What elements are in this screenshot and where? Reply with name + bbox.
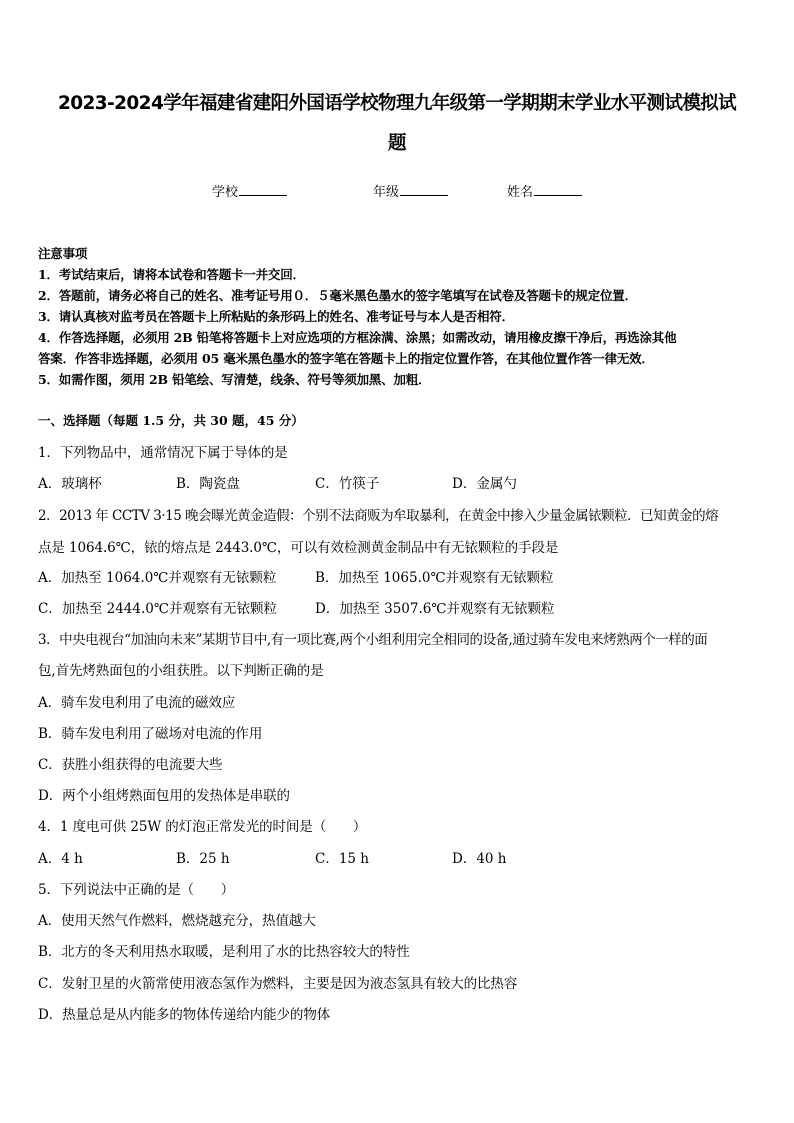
question-5-stem: 5．下列说法中正确的是（ ） <box>38 882 235 898</box>
question-1-option-c: C．竹筷子 <box>315 476 380 492</box>
name-field <box>507 181 582 200</box>
section-heading: 一、选择题（每题 1.5 分，共 30 题，45 分） <box>38 413 304 428</box>
question-4-option-a: A．4 h <box>38 851 83 867</box>
question-1-option-d: D．金属勺 <box>452 476 517 492</box>
school-label: 学校 <box>212 185 239 200</box>
notice-item: 2．答题前，请务必将自己的姓名、准考证号用０．５毫米黑色墨水的签字笔填写在试卷及答题卡的规定位置． <box>38 288 637 303</box>
question-2-option-a: A．加热至 1064.0℃并观察有无铱颗粒 <box>38 570 277 586</box>
question-5-option-d: D．热量总是从内能多的物体传递给内能少的物体 <box>38 1007 331 1023</box>
grade-label: 年级 <box>373 185 400 200</box>
question-1-option-b: B．陶瓷盘 <box>176 476 240 492</box>
notice-item: 答案．作答非选择题，必须用 05 毫米黑色墨水的签字笔在答题卡上的指定位置作答，在其他位置作答一律无效． <box>38 351 654 366</box>
question-4-option-d: D．40 h <box>452 851 507 867</box>
question-2-option-c: C．加热至 2444.0℃并观察有无铱颗粒 <box>38 601 277 617</box>
school-blank[interactable] <box>239 182 287 196</box>
notice-item: 4．作答选择题，必须用 2B 铅笔将答题卡上对应选项的方框涂满、涂黑；如需改动，请用橡皮擦干净后，再选涂其他 <box>38 330 677 345</box>
question-4-option-b: B．25 h <box>176 851 230 867</box>
question-2-stem: 点是 1064.6℃，铱的熔点是 2443.0℃，可以有效检测黄金制品中有无铱颗粒的手段是 <box>38 540 559 556</box>
question-5-option-b: B．北方的冬天利用热水取暖，是利用了水的比热容较大的特性 <box>38 944 410 960</box>
grade-field <box>373 181 448 200</box>
exam-title-line1: 2023-2024学年福建省建阳外国语学校物理九年级第一学期期末学业水平测试模拟试 <box>57 93 737 114</box>
notice-heading: 注意事项 <box>38 246 88 261</box>
question-3-option-c: C．获胜小组获得的电流要大些 <box>38 757 223 773</box>
question-3-option-d: D．两个小组烤熟面包用的发热体是串联的 <box>38 788 290 804</box>
school-field <box>212 181 287 200</box>
question-5-option-a: A．使用天然气作燃料，燃烧越充分，热值越大 <box>38 913 316 929</box>
notice-item: 1．考试结束后，请将本试卷和答题卡一并交回． <box>38 267 305 282</box>
notice-item: 3．请认真核对监考员在答题卡上所粘贴的条形码上的姓名、准考证号与本人是否相符． <box>38 309 514 324</box>
question-2-option-b: B．加热至 1065.0℃并观察有无铱颗粒 <box>315 570 554 586</box>
grade-blank[interactable] <box>400 182 448 196</box>
notice-item: 5．如需作图，须用 2B 铅笔绘、写清楚，线条、符号等须加黑、加粗． <box>38 372 431 387</box>
name-blank[interactable] <box>534 182 582 196</box>
question-4-stem: 4．1 度电可供 25W 的灯泡正常发光的时间是（ ） <box>38 819 367 835</box>
question-3-stem: 包,首先烤熟面包的小组获胜。以下判断正确的是 <box>38 663 324 679</box>
name-label: 姓名 <box>507 185 534 200</box>
question-3-stem: 3．中央电视台“加油向未来”某期节目中,有一项比赛,两个小组利用完全相同的设备,通过骑车发电来烤熟两个一样的面 <box>38 632 708 648</box>
question-2-stem: 2．2013 年 CCTV 3·15 晚会曝光黄金造假：个别不法商贩为牟取暴利，在黄金中掺入少量金属铱颗粒．已知黄金的熔 <box>38 508 719 524</box>
question-5-option-c: C．发射卫星的火箭常使用液态氢作为燃料，主要是因为液态氢具有较大的比热容 <box>38 976 518 992</box>
question-2-option-d: D．加热至 3507.6℃并观察有无铱颗粒 <box>315 601 555 617</box>
question-3-option-a: A．骑车发电利用了电流的磁效应 <box>38 695 236 711</box>
question-1-option-a: A．玻璃杯 <box>38 476 102 492</box>
question-4-option-c: C．15 h <box>315 851 369 867</box>
exam-title-line2: 题 <box>388 133 406 154</box>
question-1-stem: 1．下列物品中，通常情况下属于导体的是 <box>38 445 288 461</box>
question-3-option-b: B．骑车发电利用了磁场对电流的作用 <box>38 726 263 742</box>
